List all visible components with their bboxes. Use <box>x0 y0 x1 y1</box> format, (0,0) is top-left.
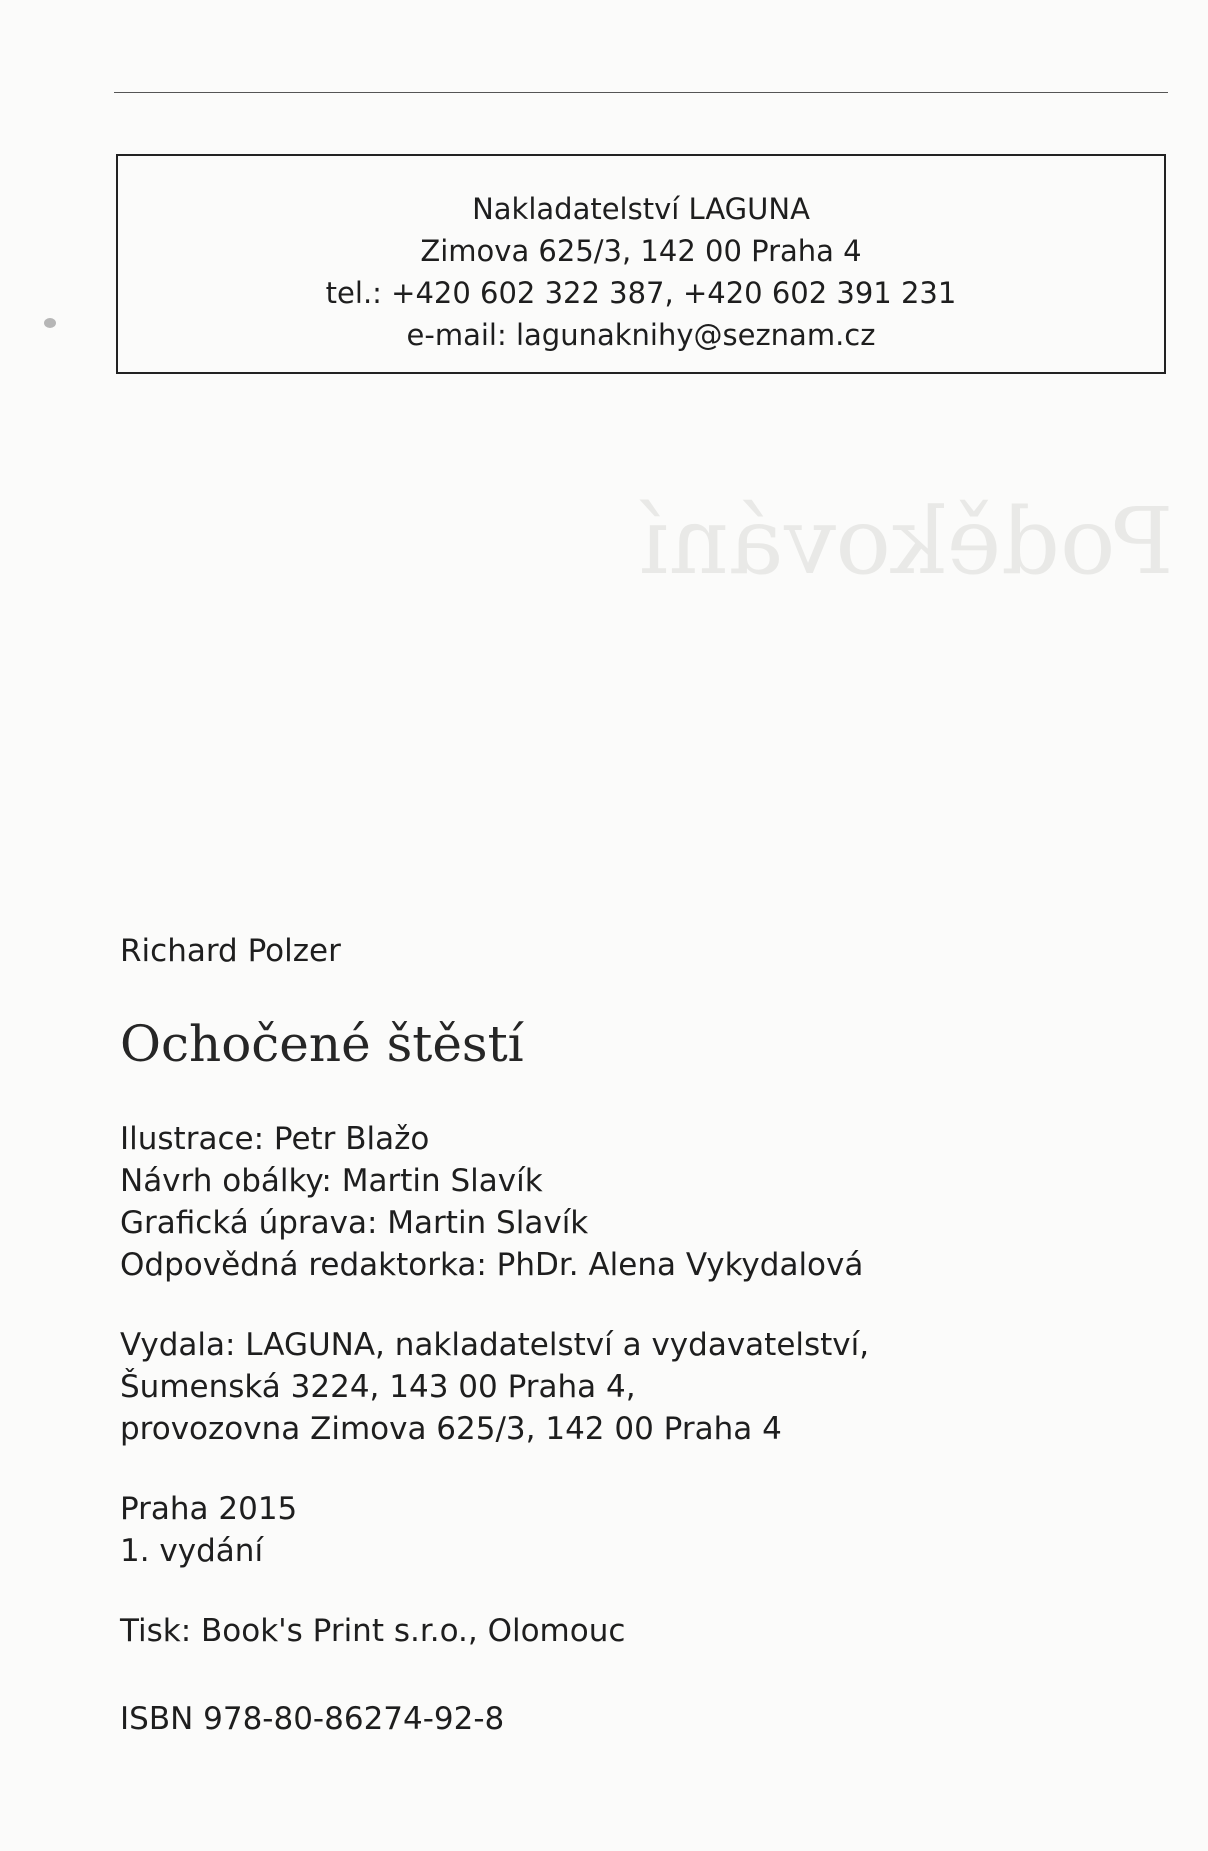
publisher-info-line: Šumenská 3224, 143 00 Praha 4, <box>120 1369 636 1405</box>
publisher-info-line: Vydala: LAGUNA, nakladatelství a vydavatelství, <box>120 1327 870 1363</box>
isbn: ISBN 978-80-86274-92-8 <box>120 1701 505 1737</box>
edition-number: 1. vydání <box>120 1533 264 1569</box>
publisher-contact-box <box>116 154 1166 374</box>
place-year: Praha 2015 <box>120 1491 298 1527</box>
credit-illustration: Ilustrace: Petr Blažo <box>120 1121 430 1157</box>
publisher-info-block <box>120 1324 1120 1450</box>
publisher-address: Zimova 625/3, 142 00 Praha 4 <box>420 234 862 268</box>
credits-block <box>120 1118 1120 1286</box>
credit-cover: Návrh obálky: Martin Slavík <box>120 1163 543 1199</box>
publisher-info-line: provozovna Zimova 625/3, 142 00 Praha 4 <box>120 1411 782 1447</box>
colophon <box>120 930 1120 1740</box>
book-title: Ochočené štěstí <box>120 1015 524 1073</box>
edition-block <box>120 1488 1120 1572</box>
publisher-name: Nakladatelství LAGUNA <box>472 192 810 226</box>
top-rule <box>114 92 1168 93</box>
book-author: Richard Polzer <box>120 933 341 969</box>
publisher-phone: tel.: +420 602 322 387, +420 602 391 231 <box>325 276 957 310</box>
show-through-title: Poděkování <box>640 488 1174 595</box>
printer-line: Tisk: Book's Print s.r.o., Olomouc <box>120 1613 626 1649</box>
credit-editor: Odpovědná redaktorka: PhDr. Alena Vykydalová <box>120 1247 864 1283</box>
credit-layout: Grafická úprava: Martin Slavík <box>120 1205 589 1241</box>
paper-speck <box>44 318 56 328</box>
publisher-email: e-mail: lagunaknihy@seznam.cz <box>406 318 876 352</box>
